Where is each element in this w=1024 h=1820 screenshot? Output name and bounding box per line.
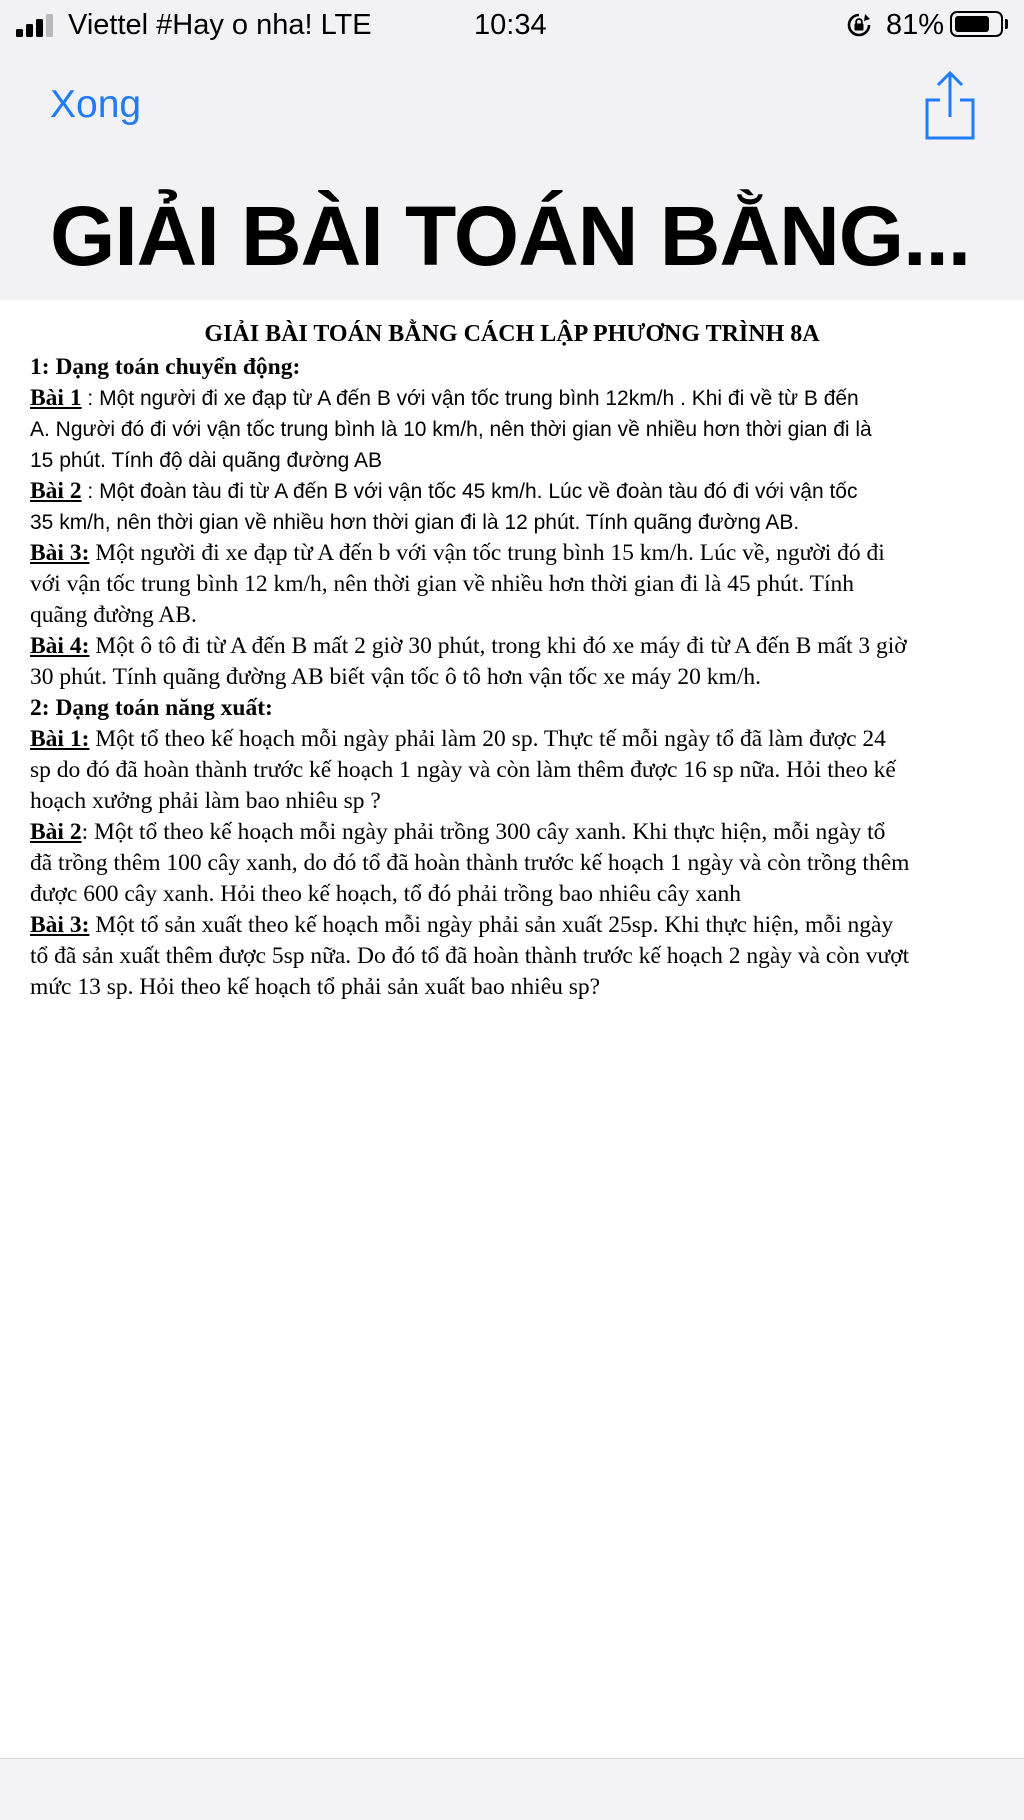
exercise-text: quãng đường AB. bbox=[30, 602, 197, 628]
document-line bbox=[30, 568, 1018, 599]
exercise-text: Một tổ theo kế hoạch mỗi ngày phải làm 20 sp. Thực tế mỗi ngày tổ đã làm được 24 bbox=[89, 726, 886, 752]
document-line bbox=[30, 847, 1018, 878]
exercise-text: Một người đi xe đạp từ A đến b với vận tốc trung bình 15 km/h. Lúc về, người đó đi bbox=[89, 540, 885, 566]
document-line bbox=[30, 599, 1018, 630]
exercise-label: Bài 3: bbox=[30, 540, 90, 566]
exercise-label: Bài 1 bbox=[30, 385, 82, 411]
exercise-text: 35 km/h, nên thời gian về nhiều hơn thời gian đi là 12 phút. Tính quãng đường AB. bbox=[30, 511, 800, 534]
bottom-toolbar bbox=[0, 1759, 1024, 1820]
document-line bbox=[30, 537, 1018, 568]
exercise-text: với vận tốc trung bình 12 km/h, nên thời gian về nhiều hơn thời gian đi là 45 phút. Tính bbox=[30, 571, 855, 597]
exercise-text: Một tổ sản xuất theo kế hoạch mỗi ngày phải sản xuất 25sp. Khi thực hiện, mỗi ngày bbox=[89, 912, 894, 938]
exercise-label: Bài 1: bbox=[30, 726, 90, 752]
document-title-heading: GIẢI BÀI TOÁN BẰNG... bbox=[50, 189, 971, 283]
document-line bbox=[30, 723, 1018, 754]
page-title: GIẢI BÀI TOÁN BẰNG CÁCH LẬP PHƯƠNG TRÌNH 8A bbox=[204, 321, 820, 347]
document-line bbox=[30, 444, 1018, 475]
exercise-label: Bài 4: bbox=[30, 633, 90, 659]
section-heading: 1: Dạng toán chuyển động: bbox=[30, 354, 301, 380]
exercise-text: 15 phút. Tính độ dài quãng đường AB bbox=[30, 449, 383, 472]
exercise-text: hoạch xưởng phải làm bao nhiêu sp ? bbox=[30, 788, 381, 814]
document-line bbox=[30, 506, 1018, 537]
document-line bbox=[30, 630, 1018, 661]
cellular-signal-icon bbox=[16, 13, 56, 37]
document-line bbox=[30, 475, 1018, 506]
document-line bbox=[30, 382, 1018, 413]
share-button[interactable] bbox=[922, 70, 978, 140]
exercise-label: Bài 2 bbox=[30, 478, 82, 504]
document-line bbox=[30, 971, 1018, 1002]
status-bar bbox=[0, 0, 1024, 50]
document-line bbox=[30, 661, 1018, 692]
exercise-text: tổ đã sản xuất thêm được 5sp nữa. Do đó tổ đã hoàn thành trước kế hoạch 2 ngày và còn vượt bbox=[30, 943, 910, 969]
exercise-text: : Một đoàn tàu đi từ A đến B với vận tốc 45 km/h. Lúc về đoàn tàu đó đi với vận tốc bbox=[81, 480, 858, 503]
document-line bbox=[30, 878, 1018, 909]
document-line bbox=[30, 413, 1018, 444]
exercise-label: Bài 3: bbox=[30, 912, 90, 938]
battery-tip bbox=[1005, 19, 1008, 29]
exercise-text: mức 13 sp. Hỏi theo kế hoạch tổ phải sản xuất bao nhiêu sp? bbox=[30, 974, 601, 1000]
exercise-label: Bài 2 bbox=[30, 819, 82, 845]
document-content bbox=[30, 351, 1018, 1002]
exercise-text: A. Người đó đi với vận tốc trung bình là 10 km/h, nên thời gian về nhiều hơn thời gian đi là bbox=[30, 418, 872, 441]
clock: 10:34 bbox=[474, 9, 547, 41]
exercise-text: được 600 cây xanh. Hỏi theo kế hoạch, tổ đó phải trồng bao nhiêu cây xanh bbox=[30, 881, 742, 907]
document-line bbox=[30, 785, 1018, 816]
document-line bbox=[30, 351, 1018, 382]
document-line bbox=[30, 692, 1018, 723]
exercise-text: sp do đó đã hoàn thành trước kế hoạch 1 ngày và còn làm thêm được 16 sp nữa. Hỏi theo kế bbox=[30, 757, 896, 783]
battery-level bbox=[955, 16, 989, 32]
document-line bbox=[30, 816, 1018, 847]
carrier-label: Viettel #Hay o nha! LTE bbox=[68, 9, 372, 41]
section-heading: 2: Dạng toán năng xuất: bbox=[30, 695, 273, 721]
share-icon bbox=[922, 70, 978, 140]
document-line bbox=[30, 909, 1018, 940]
exercise-text: Một ô tô đi từ A đến B mất 2 giờ 30 phút, trong khi đó xe máy đi từ A đến B mất 3 giờ bbox=[89, 633, 907, 659]
done-button[interactable]: Xong bbox=[50, 83, 142, 126]
battery-percentage: 81% bbox=[886, 9, 945, 41]
exercise-text: : Một tổ theo kế hoạch mỗi ngày phải trồng 300 cây xanh. Khi thực hiện, mỗi ngày tổ bbox=[81, 819, 886, 845]
battery-icon bbox=[950, 11, 1003, 37]
rotation-lock-icon bbox=[846, 12, 872, 38]
document-line bbox=[30, 754, 1018, 785]
document-page bbox=[0, 300, 1024, 1759]
exercise-text: đã trồng thêm 100 cây xanh, do đó tổ đã hoàn thành trước kế hoạch 1 ngày và còn trồng thêm bbox=[30, 850, 910, 876]
exercise-text: : Một người đi xe đạp từ A đến B với vận tốc trung bình 12km/h . Khi đi về từ B đến bbox=[81, 387, 859, 410]
exercise-text: 30 phút. Tính quãng đường AB biết vận tốc ô tô hơn vận tốc xe máy 20 km/h. bbox=[30, 664, 761, 690]
document-line bbox=[30, 940, 1018, 971]
